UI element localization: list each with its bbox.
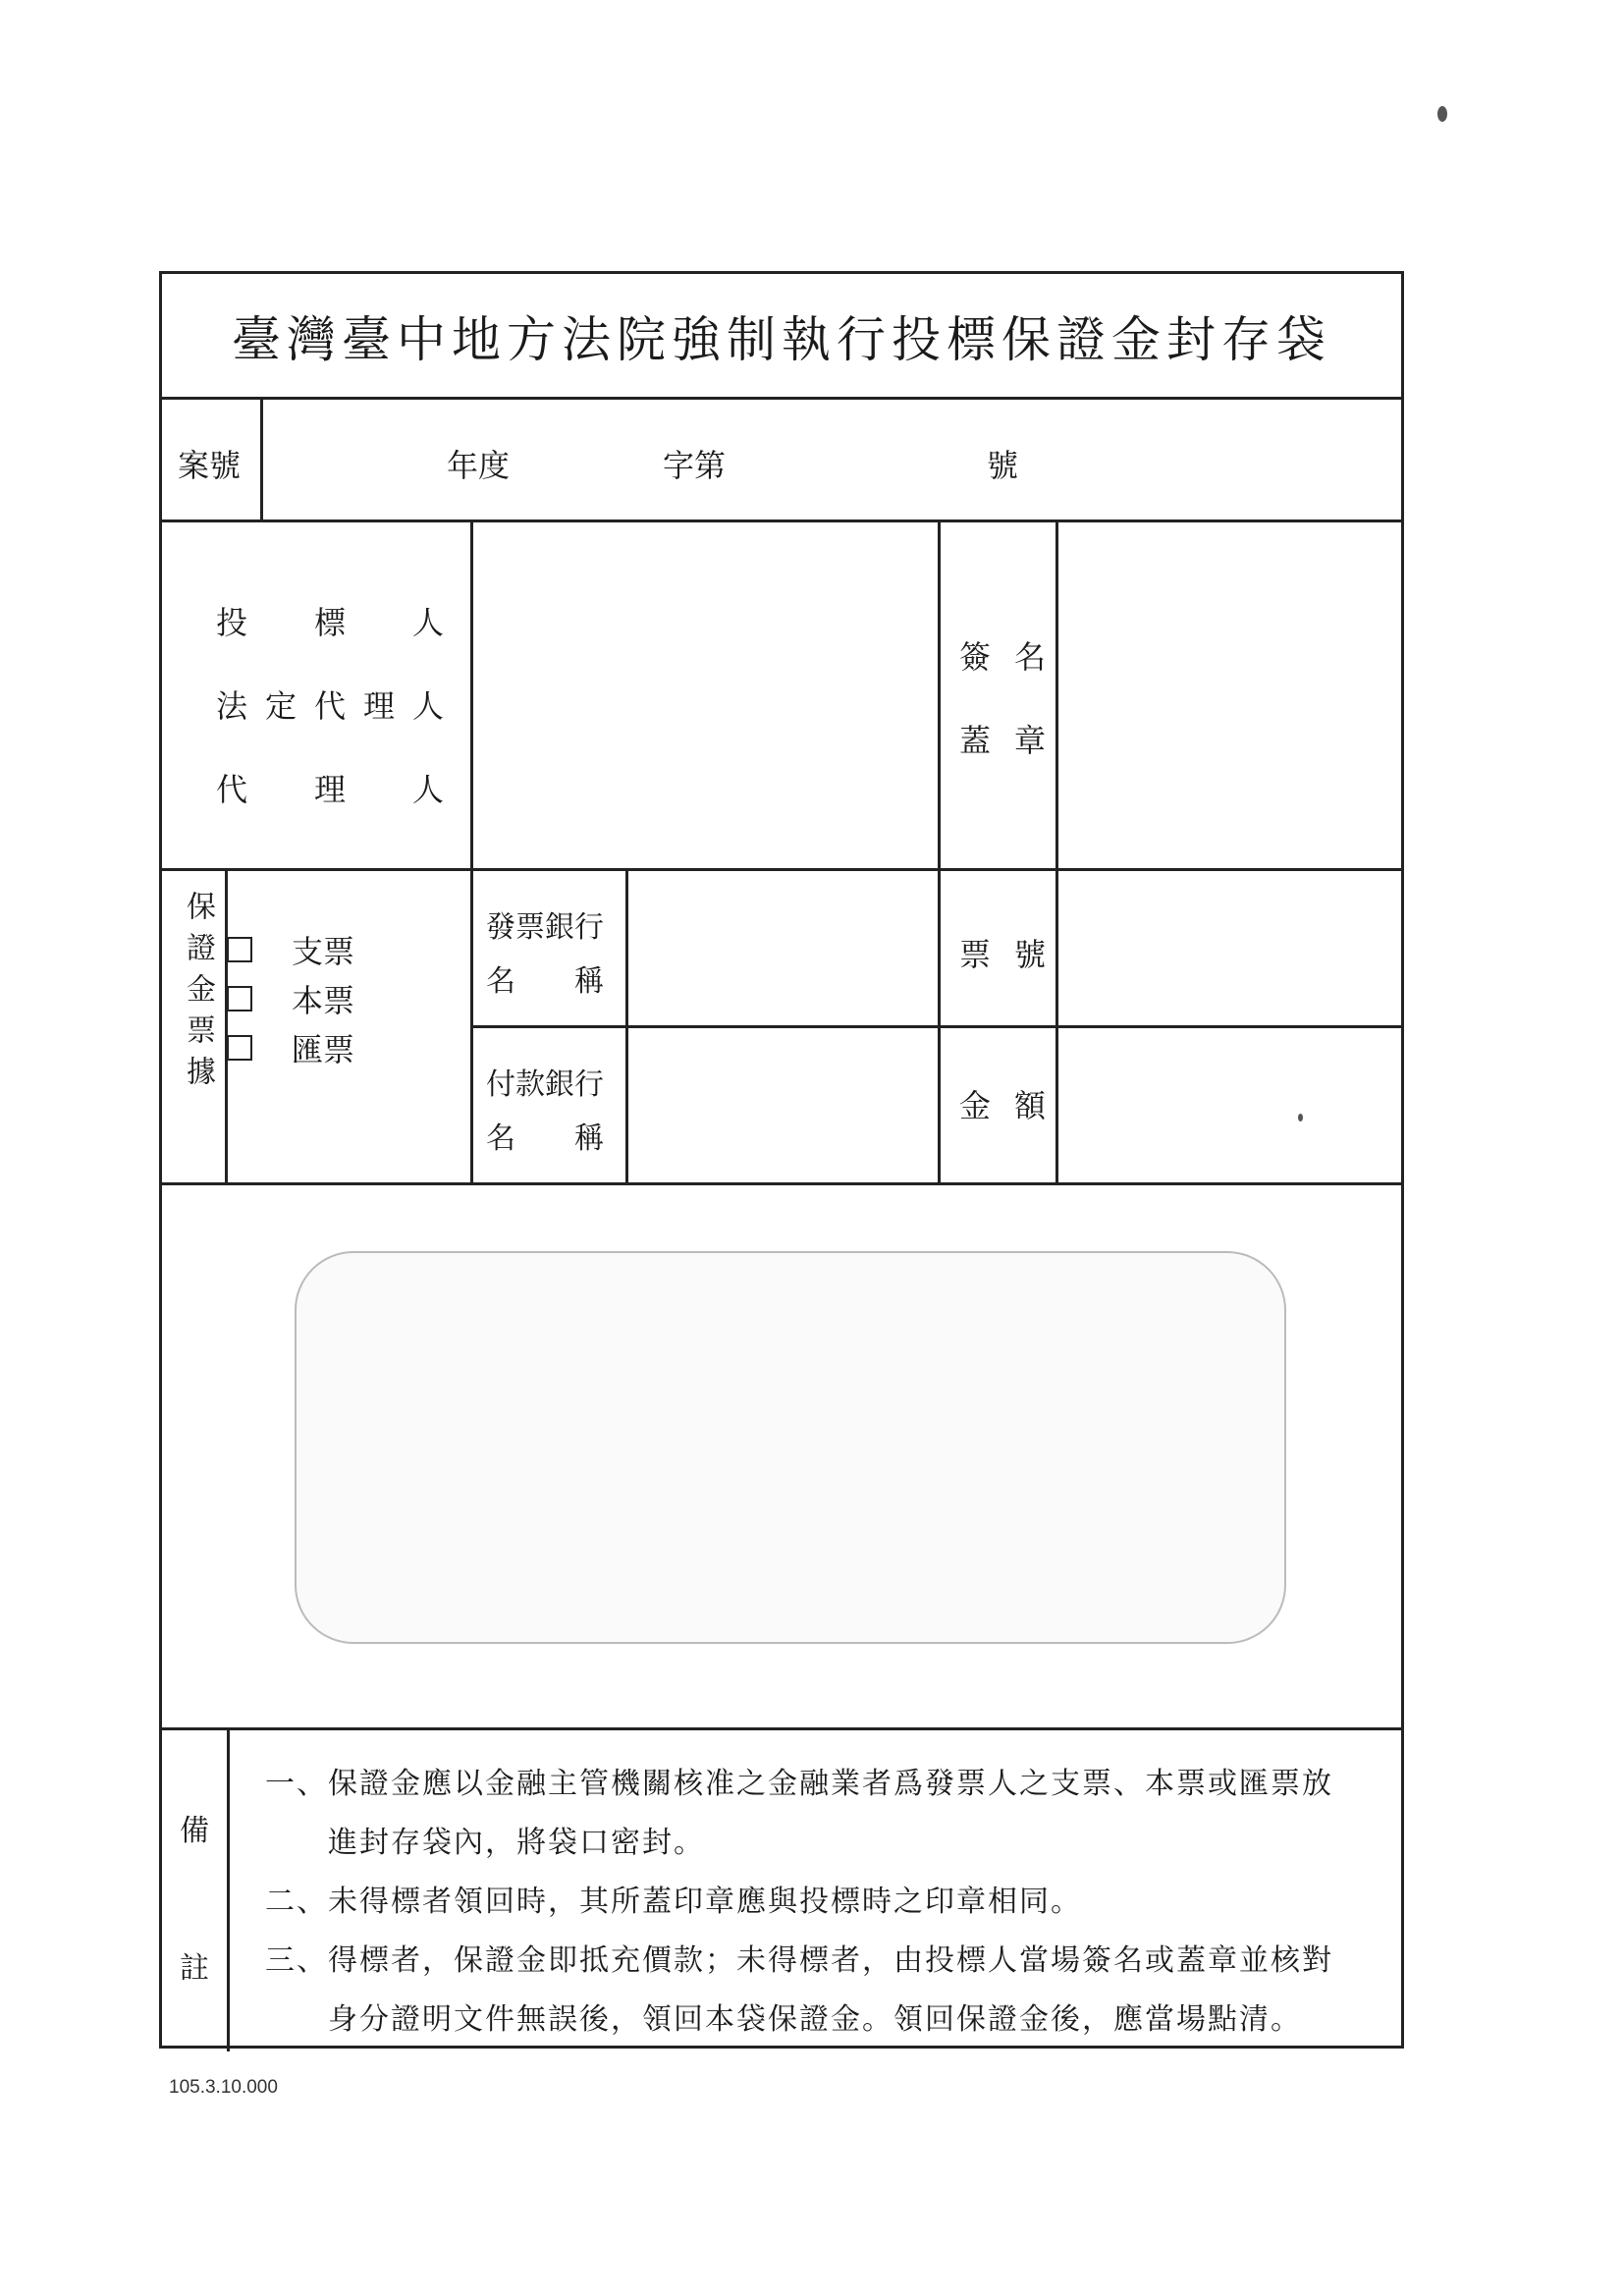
case-number-label: 案號	[178, 447, 242, 484]
deposit-envelope-form	[159, 271, 1404, 2049]
case-word-label: 字第	[663, 447, 727, 484]
remark-line: 一、保證金應以金融主管機關核准之金融業者爲發票人之支票、本票或匯票放	[265, 1767, 1333, 1801]
seal-label: 蓋章	[959, 722, 1070, 759]
remarks-label-top: 備	[180, 1814, 209, 1848]
envelope-window	[295, 1251, 1286, 1644]
divider	[470, 519, 473, 868]
checkbox-icon[interactable]	[227, 1035, 252, 1061]
paying-bank-name-label: 名 稱	[486, 1121, 604, 1156]
case-no-label: 號	[987, 447, 1019, 484]
scan-speck	[1437, 106, 1447, 122]
amount-label: 金額	[959, 1087, 1070, 1124]
ticket-number-label: 票號	[959, 936, 1070, 973]
divider	[1055, 519, 1058, 868]
divider	[162, 519, 1401, 522]
checkbox-icon[interactable]	[227, 986, 252, 1011]
issuing-bank-label: 發票銀行	[486, 910, 604, 945]
remarks-label-bottom: 註	[180, 1951, 209, 1986]
case-year-label: 年度	[447, 447, 511, 484]
option-draft[interactable]	[227, 1025, 354, 1070]
sign-label: 簽名	[959, 638, 1070, 676]
divider	[162, 1727, 1401, 1730]
role-agent: 代 理 人	[216, 771, 462, 808]
divider	[162, 1182, 1401, 1185]
option-cashiers-check[interactable]	[227, 976, 354, 1021]
divider	[938, 519, 941, 868]
divider	[227, 1727, 230, 2051]
option-label: 匯票	[292, 1031, 355, 1068]
divider	[162, 397, 1401, 400]
option-label: 本票	[292, 982, 355, 1019]
form-title: 臺灣臺中地方法院強制執行投標保證金封存袋	[232, 310, 1331, 368]
checkbox-icon[interactable]	[227, 937, 252, 962]
option-label: 支票	[292, 933, 355, 970]
option-check[interactable]	[227, 927, 354, 972]
remark-line: 進封存袋內，將袋口密封。	[265, 1826, 705, 1860]
divider	[260, 397, 263, 519]
paying-bank-label: 付款銀行	[486, 1067, 604, 1102]
scan-speck	[1298, 1114, 1303, 1121]
remark-line: 二、未得標者領回時，其所蓋印章應與投標時之印章相同。	[265, 1885, 1082, 1919]
deposit-instrument-label: 保證金票據	[181, 891, 215, 1097]
divider	[470, 1025, 1401, 1028]
remark-line: 身分證明文件無誤後，領回本袋保證金。領回保證金後，應當場點清。	[265, 2002, 1302, 2037]
remark-line: 三、得標者，保證金即抵充價款；未得標者，由投標人當場簽名或蓋章並核對	[265, 1943, 1333, 1978]
role-bidder: 投 標 人	[216, 604, 462, 641]
divider	[162, 868, 1401, 871]
issuing-bank-name-label: 名 稱	[486, 964, 604, 999]
role-legal-representative: 法定代理人	[216, 687, 462, 725]
form-code: 105.3.10.000	[169, 2077, 278, 2098]
